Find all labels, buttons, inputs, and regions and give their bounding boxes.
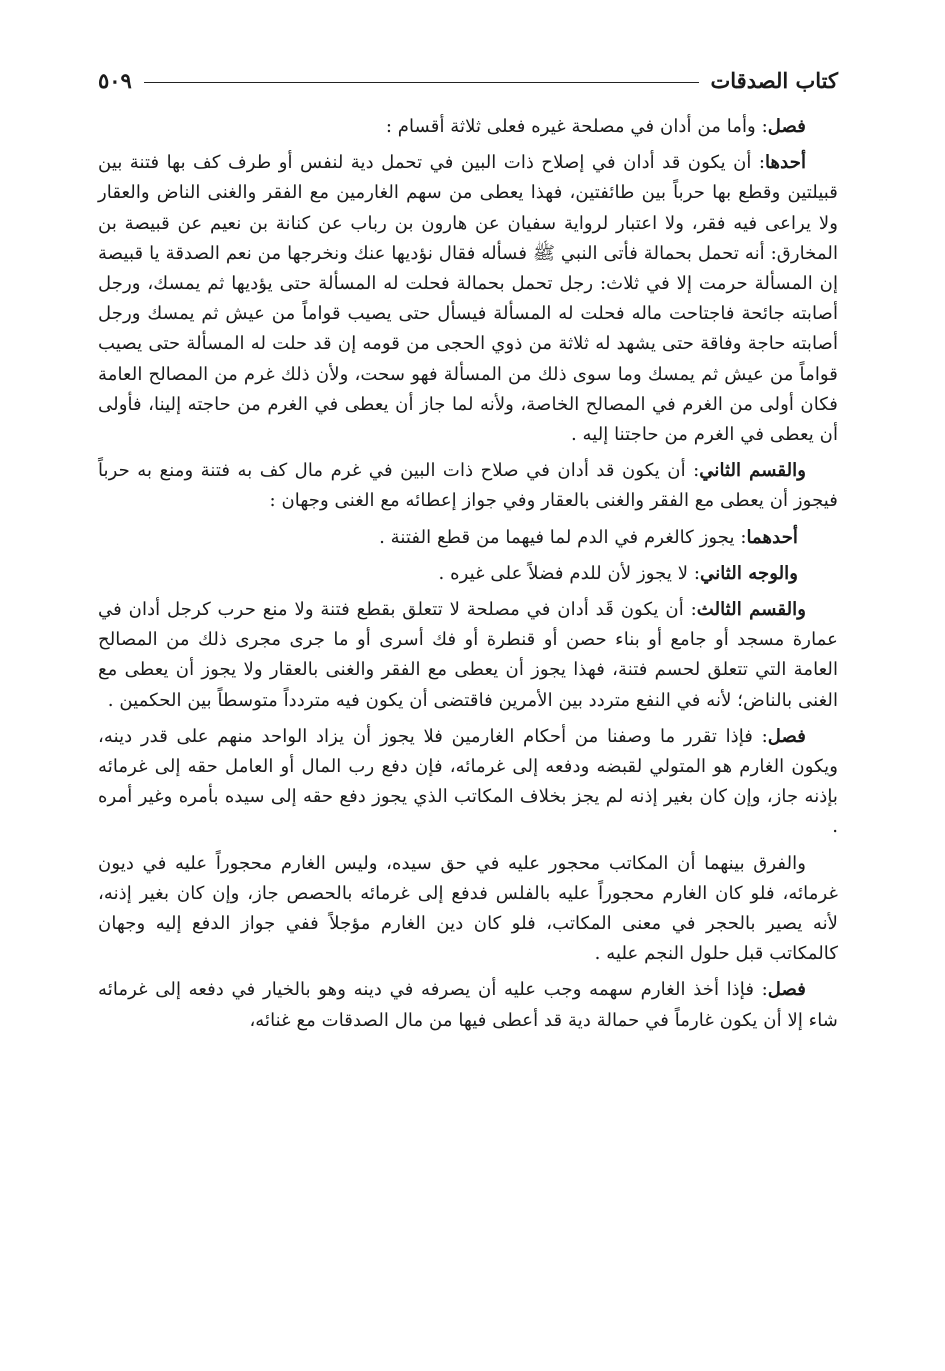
paragraph-text: : أن يكون قد أدان في صلاح ذات البين في غرم مال كف به فتنة ومنع به حرباً فيجوز أن يعطى مع الفقر والغنى بالعقار وفي جواز إعطائه مع الغنى وجهان : <box>98 460 838 512</box>
paragraph <box>98 148 838 450</box>
paragraph-text: : أن يكون قَد أدان في مصلحة لا تتعلق بقطع فتنة ولا منع حرب كرجل أدان في عمارة مسجد أو جامع أو بناء حصن أو قنطرة أو فك أسرى أو ما جرى مجرى ذلك من المصالح العامة التي تتعلق لحسم فتنة، فهذا يجوز أن يعطى مع الفقر والغنى بالعقار ولا يجوز أن يعطى مع الغنى بالناض؛ لأنه في النفع متردد بين الأمرين فاقتضى أن يكون فيه متردداً متوسطاً بين الحكمين . <box>98 599 838 711</box>
header-rule <box>144 82 699 83</box>
paragraph-text: : فإذا أخذ الغارم سهمه وجب عليه أن يصرفه في دينه وهو بالخيار في دفعه إلى غرمائه شاء إلا أن يكون غارماً في حمالة دية قد أعطى فيها من مال الصدقات مع غنائه، <box>98 979 838 1031</box>
paragraph-text: : لا يجوز لأن للدم فضلاً على غيره . <box>438 562 701 584</box>
running-header <box>98 62 838 98</box>
paragraph <box>98 559 838 589</box>
paragraph <box>98 523 838 553</box>
paragraph-label: أحدها <box>765 152 806 174</box>
paragraph-text: : أن يكون قد أدان في إصلاح ذات البين في تحمل دية لنفس أو طرف كف بها فتنة بين قبيلتين وقطع بها حرباً بين طائفتين، فهذا يعطى من سهم الغارمين مع الفقر والغنى الناض والعقار ولا يراعى فيه فقر، ولا اعتبار لرواية سفيان عن هارون بن رباب عن كنانة بن نعيم عن قبيصة بن المخارق: أنه تحمل بحمالة فأتى النبي ﷺ فسأله فقال نؤديها عنك ونخرجها من نعم الصدقة يا قبيصة إن المسألة حرمت إلا في ثلاث: رجل تحمل بحمالة فحلت له المسألة حتى يؤديها ثم يمسك، ورجل أصابته جائحة فاجتاحت ماله فحلت له المسألة فيسأل حتى يصيب قواماً من عيش ثم يمسك ورجل أصابته حاجة وفاقة حتى يشهد له ثلاثة من ذوي الحجى من قومه إن قد حلت له المسألة حتى يصيب قواماً من عيش ثم يمسك وما سوى ذلك من المسألة فهو سحت، ولأن ذلك غرم من المصالح العامة فكان أولى من الغرم في المصالح الخاصة، ولأنه لما جاز أن يعطى في الغرم من حاجته إلينا، فأولى أن يعطى في الغرم من حاجتنا إليه . <box>98 152 839 446</box>
paragraph-text: والفرق بينهما أن المكاتب محجور عليه في حق سيده، وليس الغارم محجوراً عليه في ديون غرمائه، فلو كان الغارم محجوراً عليه بالفلس فدفع إلى غرمائه بالحصص جاز، وإن كان بغير إذنه، لأنه يصير بالحجر في معنى المكاتب، فلو كان دين الغارم مؤجلاً ففي جواز الدفع إليه وجهان كالمكاتب قبل حلول النجم عليه . <box>98 852 838 965</box>
paragraph <box>98 849 838 970</box>
paragraph-text: : يجوز كالغرم في الدم لما فيهما من قطع الفتنة . <box>379 526 747 548</box>
body-text <box>98 112 838 1036</box>
paragraph-text: : فإذا تقرر ما وصفنا من أحكام الغارمين فلا يجوز أن يزاد الواحد منهم على قدر دينه، ويكون الغارم هو المتولي لقبضه ودفعه إلى غرمائه، فإن دفع رب المال أو العامل حقه إلى غرمائه بإذنه جاز، وإن كان بغير إذنه لم يجز بخلاف المكاتب الذي يجوز دفع حقه إلى سيده بأمره وغير أمره . <box>98 725 838 838</box>
paragraph <box>98 595 838 716</box>
book-page <box>98 62 838 1042</box>
paragraph <box>98 112 838 142</box>
page-number: ٥٠٩ <box>98 67 132 93</box>
paragraph-label: والقسم الثاني <box>699 460 806 482</box>
paragraph-label: فصل <box>767 725 806 747</box>
paragraph-label: أحدهما <box>746 526 798 548</box>
chapter-title: كتاب الصدقات <box>710 67 838 93</box>
paragraph <box>98 456 838 516</box>
paragraph-label: والقسم الثالث <box>696 599 807 621</box>
paragraph <box>98 722 838 843</box>
paragraph-label: والوجه الثاني <box>700 562 798 584</box>
paragraph-text: : وأما من أدان في مصلحة غيره فعلى ثلاثة أقسام : <box>385 116 768 137</box>
paragraph-label: فصل <box>767 116 806 137</box>
paragraph-label: فصل <box>767 979 806 1001</box>
paragraph <box>98 975 838 1035</box>
